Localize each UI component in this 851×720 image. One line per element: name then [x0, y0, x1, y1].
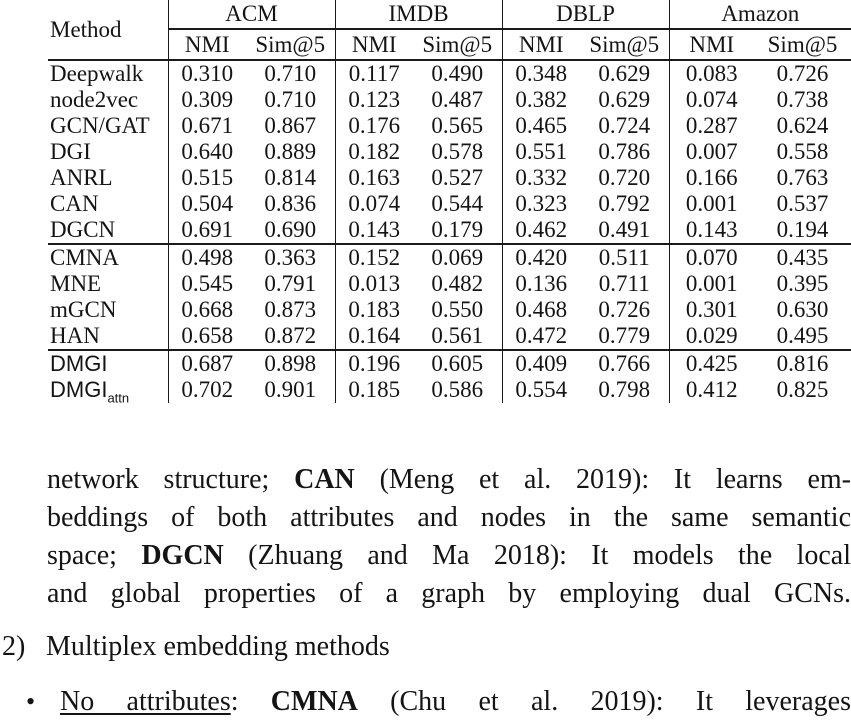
value-cell: 0.836 — [264, 191, 317, 216]
value-cell: 0.425 — [669, 350, 754, 377]
value-cell: 0.763 — [776, 165, 829, 190]
metric-header-row — [48, 29, 851, 60]
text-span: beddings of both attributes and nodes in the same semantic — [47, 502, 851, 533]
table-row-group-1 — [48, 60, 851, 244]
method-cell: HAN — [50, 323, 100, 348]
table-row-group-3 — [48, 350, 851, 406]
value-cell: 0.083 — [669, 60, 754, 87]
value-cell: 0.561 — [431, 323, 484, 348]
metric-header-sim5: Sim@5 — [413, 29, 502, 60]
value-cell: 0.873 — [264, 297, 317, 322]
bullet-icon: • — [26, 687, 36, 716]
value-cell: 0.545 — [168, 271, 246, 297]
value-cell: 0.179 — [431, 217, 484, 242]
value-cell: 0.163 — [335, 165, 413, 191]
table-row — [48, 350, 851, 377]
value-cell: 0.872 — [264, 323, 317, 348]
metric-header-sim5: Sim@5 — [246, 29, 335, 60]
value-cell: 0.624 — [776, 113, 829, 138]
metric-header-nmi: NMI — [669, 29, 754, 60]
value-cell: 0.468 — [502, 297, 580, 323]
value-cell: 0.117 — [335, 60, 413, 87]
value-cell: 0.123 — [335, 87, 413, 113]
value-cell: 0.176 — [335, 113, 413, 139]
value-cell: 0.565 — [431, 113, 484, 138]
numbered-list-item — [2, 628, 851, 666]
value-cell: 0.194 — [776, 217, 829, 242]
value-cell: 0.382 — [502, 87, 580, 113]
method-cell: DGCN — [50, 217, 116, 242]
value-cell: 0.898 — [264, 351, 317, 376]
value-cell: 0.720 — [598, 165, 651, 190]
value-cell: 0.558 — [776, 139, 829, 164]
table-row — [48, 244, 851, 271]
value-cell: 0.472 — [502, 323, 580, 350]
value-cell: 0.901 — [264, 377, 317, 402]
method-cell: CMNA — [50, 245, 120, 270]
value-cell: 0.309 — [168, 87, 246, 113]
value-cell: 0.702 — [168, 377, 246, 403]
table-row — [48, 217, 851, 244]
value-cell: 0.465 — [502, 113, 580, 139]
table-row — [48, 323, 851, 350]
value-cell: 0.287 — [669, 113, 754, 139]
value-cell: 0.164 — [335, 323, 413, 350]
value-cell: 0.511 — [598, 245, 650, 270]
method-subscript: attn — [107, 390, 130, 406]
text-span: (Zhuang and Ma 2018): It models the local — [223, 540, 851, 571]
value-cell: 0.196 — [335, 350, 413, 377]
table-row — [48, 297, 851, 323]
value-cell: 0.710 — [264, 87, 317, 112]
value-cell: 0.889 — [264, 139, 317, 164]
value-cell: 0.658 — [168, 323, 246, 350]
value-cell: 0.001 — [669, 271, 754, 297]
value-cell: 0.671 — [168, 113, 246, 139]
value-cell: 0.310 — [168, 60, 246, 87]
value-cell: 0.551 — [502, 139, 580, 165]
method-cell: mGCN — [50, 297, 117, 322]
value-cell: 0.711 — [598, 271, 650, 296]
value-cell: 0.482 — [431, 271, 484, 296]
results-table-container — [48, 0, 851, 406]
table-row — [48, 139, 851, 165]
underlined-text: No attributes — [60, 686, 231, 717]
dataset-header-dblp: DBLP — [502, 0, 669, 29]
method-cell: CAN — [50, 191, 99, 216]
value-cell: 0.691 — [168, 217, 246, 244]
table-row — [48, 377, 851, 403]
value-cell: 0.166 — [669, 165, 754, 191]
value-cell: 0.578 — [431, 139, 484, 164]
value-cell: 0.816 — [776, 351, 829, 376]
value-cell: 0.363 — [264, 245, 317, 270]
value-cell: 0.668 — [168, 297, 246, 323]
value-cell: 0.323 — [502, 191, 580, 217]
value-cell: 0.074 — [335, 191, 413, 217]
method-cell: node2vec — [50, 87, 139, 112]
value-cell: 0.726 — [598, 297, 651, 322]
value-cell: 0.152 — [335, 244, 413, 271]
paragraph-line — [47, 537, 851, 575]
value-cell: 0.726 — [776, 61, 829, 86]
value-cell: 0.710 — [264, 61, 317, 86]
metric-header-nmi: NMI — [502, 29, 580, 60]
bold-text: CMNA — [270, 686, 358, 717]
method-column-header: Method — [48, 0, 168, 60]
value-cell: 0.182 — [335, 139, 413, 165]
value-cell: 0.136 — [502, 271, 580, 297]
bold-text: CAN — [294, 464, 355, 495]
value-cell: 0.791 — [264, 271, 317, 296]
table-row-group-2 — [48, 244, 851, 350]
value-cell: 0.687 — [168, 350, 246, 377]
method-cell: MNE — [50, 271, 102, 296]
dataset-header-imdb: IMDB — [335, 0, 502, 29]
value-cell: 0.605 — [431, 351, 484, 376]
value-cell: 0.013 — [335, 271, 413, 297]
value-cell: 0.544 — [431, 191, 484, 216]
value-cell: 0.504 — [168, 191, 246, 217]
value-cell: 0.462 — [502, 217, 580, 244]
table-row — [48, 87, 851, 113]
table-header — [48, 0, 851, 60]
list-number: 2) — [2, 631, 26, 662]
method-cell: $DMGI_{attn}$ — [50, 377, 130, 406]
value-cell: 0.798 — [598, 377, 651, 402]
metric-header-sim5: Sim@5 — [754, 29, 851, 60]
value-cell: 0.409 — [502, 350, 580, 377]
value-cell: 0.786 — [598, 139, 651, 164]
value-cell: 0.491 — [598, 217, 651, 242]
method-cell: DMGI — [50, 351, 108, 376]
value-cell: 0.550 — [431, 297, 484, 322]
value-cell: 0.640 — [168, 139, 246, 165]
value-cell: 0.395 — [776, 271, 829, 296]
table-row — [48, 271, 851, 297]
table-row — [48, 113, 851, 139]
dataset-header-acm: ACM — [168, 0, 335, 29]
method-cell: Deepwalk — [50, 61, 144, 86]
value-cell: 0.738 — [776, 87, 829, 112]
dataset-header-amazon: Amazon — [669, 0, 851, 29]
value-cell: 0.490 — [431, 61, 484, 86]
value-cell: 0.629 — [598, 61, 651, 86]
value-cell: 0.724 — [598, 113, 651, 138]
value-cell: 0.537 — [776, 191, 829, 216]
text-span: and global properties of a graph by employing dual GCNs. — [47, 578, 851, 609]
value-cell: 0.070 — [669, 244, 754, 271]
value-cell: 0.332 — [502, 165, 580, 191]
table-row — [48, 165, 851, 191]
value-cell: 0.779 — [598, 323, 651, 348]
value-cell: 0.629 — [598, 87, 651, 112]
value-cell: 0.792 — [598, 191, 651, 216]
bold-text: DGCN — [141, 540, 224, 571]
numbered-item-text: Multiplex embedding methods — [46, 631, 390, 662]
value-cell: 0.001 — [669, 191, 754, 217]
value-cell: 0.766 — [598, 351, 651, 376]
metric-header-nmi: NMI — [168, 29, 246, 60]
value-cell: 0.185 — [335, 377, 413, 403]
value-cell: 0.301 — [669, 297, 754, 323]
method-cell: ANRL — [50, 165, 113, 190]
results-table — [48, 0, 851, 406]
value-cell: 0.069 — [431, 245, 484, 270]
text-span: (Chu et al. 2019): It leverages — [357, 686, 851, 717]
value-cell: 0.814 — [264, 165, 317, 190]
bullet-item-text — [60, 683, 851, 720]
method-cell: GCN/GAT — [50, 113, 150, 138]
value-cell: 0.412 — [669, 377, 754, 403]
text-span: space; — [47, 540, 142, 571]
value-cell: 0.007 — [669, 139, 754, 165]
value-cell: 0.143 — [335, 217, 413, 244]
value-cell: 0.143 — [669, 217, 754, 244]
table-row — [48, 60, 851, 87]
value-cell: 0.074 — [669, 87, 754, 113]
paragraph — [47, 461, 851, 613]
metric-header-nmi: NMI — [335, 29, 413, 60]
value-cell: 0.183 — [335, 297, 413, 323]
paragraph-line — [47, 499, 851, 537]
value-cell: 0.825 — [776, 377, 829, 402]
value-cell: 0.867 — [264, 113, 317, 138]
value-cell: 0.515 — [168, 165, 246, 191]
value-cell: 0.029 — [669, 323, 754, 350]
text-span: network structure; — [47, 464, 295, 495]
value-cell: 0.690 — [264, 217, 317, 242]
table-row — [48, 191, 851, 217]
paragraph-line — [47, 575, 851, 613]
paragraph-line — [47, 461, 851, 499]
text-span: (Meng et al. 2019): It learns em- — [354, 464, 851, 495]
value-cell: 0.630 — [776, 297, 829, 322]
value-cell: 0.435 — [776, 245, 829, 270]
method-cell: DGI — [50, 139, 91, 164]
value-cell: 0.554 — [502, 377, 580, 403]
value-cell: 0.487 — [431, 87, 484, 112]
value-cell: 0.495 — [776, 323, 829, 348]
value-cell: 0.420 — [502, 244, 580, 271]
value-cell: 0.348 — [502, 60, 580, 87]
value-cell: 0.498 — [168, 244, 246, 271]
text-span: : — [230, 686, 271, 717]
bullet-list-item — [26, 683, 851, 720]
value-cell: 0.527 — [431, 165, 484, 190]
metric-header-sim5: Sim@5 — [580, 29, 669, 60]
value-cell: 0.586 — [431, 377, 484, 402]
dataset-header-row — [48, 0, 851, 29]
